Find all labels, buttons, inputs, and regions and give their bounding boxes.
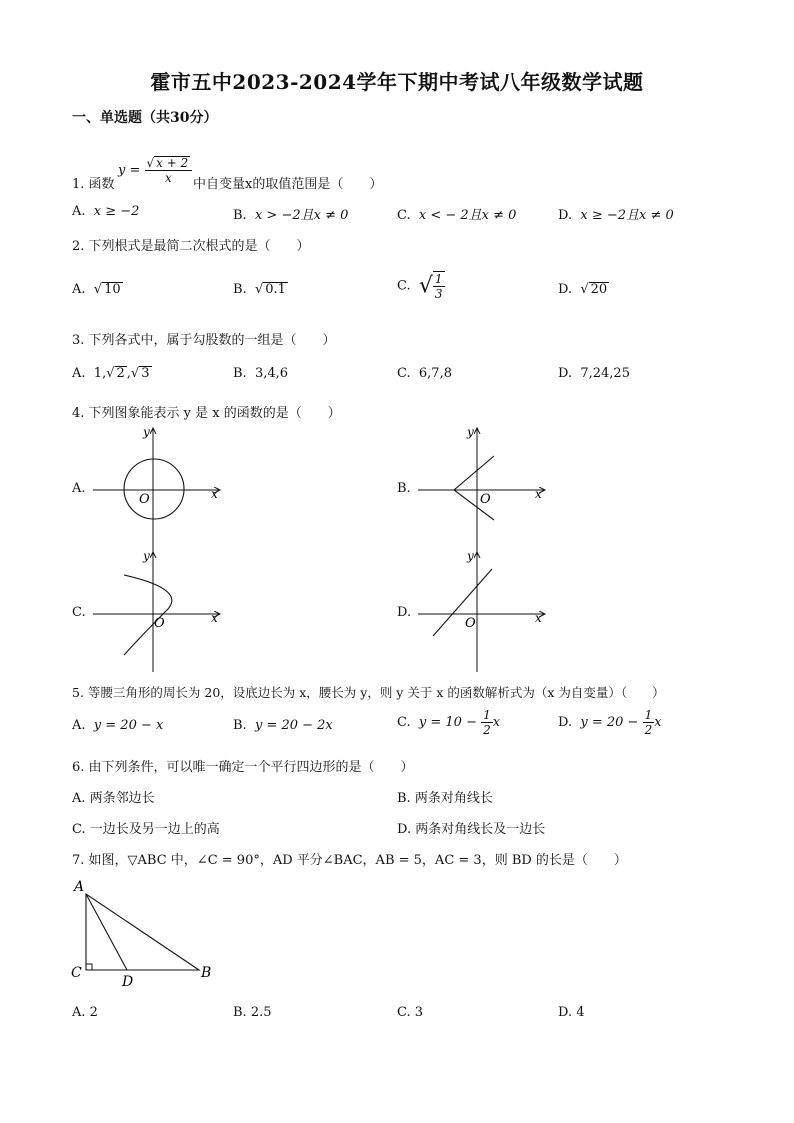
q6-option-a: A. 两条邻边长 [72,791,155,806]
q5-option-a: A. y = 20 − x [72,718,164,733]
q2-option-d: D. √ 20 [558,282,608,297]
q1-denominator: x [165,171,172,185]
q7-point-a: A [74,879,85,895]
q1-numerator: x + 2 [156,156,189,170]
q5-option-b: B. y = 20 − 2x [233,718,333,733]
q5-stem: 5. 等腰三角形的周长为 20，设底边长为 x，腰长为 y，则 y 关于 x 的函数解析式为（x 为自变量）（ ） [72,685,665,700]
graph-d-origin: O [465,616,476,631]
q7-option-a: A. 2 [72,1005,98,1020]
q7-option-c: C. 3 [397,1005,424,1020]
graph-c-curve [124,575,172,655]
q3-option-b: B. 3,4,6 [233,366,289,381]
q7-triangle-figure [71,879,211,990]
q4-stem: 4. 下列图象能表示 y 是 x 的函数的是（ ） [72,406,341,421]
q3-option-d: D. 7,24,25 [558,366,630,381]
q1-fraction: $\frac{√ x + 2}{x}$ [145,156,193,185]
graph-a-circle [124,459,184,519]
q2-option-b: B. √ 0.1 [233,282,286,297]
graph-d-y-label: y [467,549,474,563]
q7-point-d: D [122,974,134,990]
graph-d [418,549,545,672]
q3-stem: 3. 下列各式中，属于勾股数的一组是（ ） [72,333,336,348]
q4-label-c: C. [72,605,86,620]
graph-b [418,425,545,560]
section-heading: 一、单选题（共30分） [72,110,218,126]
q1-option-b: B. x > −2且x ≠ 0 [233,208,349,223]
q1-option-c: C. x < − 2且x ≠ 0 [397,208,517,223]
q2-stem: 2. 下列根式是最简二次根式的是（ ） [72,239,310,254]
q4-label-a: A. [72,481,86,496]
q6-option-b: B. 两条对角线长 [397,791,493,806]
q1-tail: 中自变量x的取值范围是（ ） [193,177,383,192]
q7-triangle [86,894,199,970]
q1-option-d: D. x ≥ −2且x ≠ 0 [558,208,674,223]
graph-c-origin: O [154,616,165,631]
graph-d-line [433,569,492,636]
q7-point-b: B [201,965,212,981]
page-title: 霍市五中2023-2024学年下期中考试八年级数学试题 [150,70,644,94]
q1-option-a: A. x ≥ −2 [72,204,140,219]
graph-b-y-label: y [467,425,474,439]
graph-b-curve [454,456,494,520]
q7-option-d: D. 4 [558,1005,585,1020]
graph-c [93,549,220,672]
q2-option-c: C. √ $\frac{1}{3}$ [397,272,443,301]
graph-b-x-label: x [535,487,542,501]
q6-option-c: C. 一边长及另一边上的高 [72,822,220,837]
q3-option-a: A. 1,√ 2 ,√ 3 [72,366,150,381]
q7-right-angle-mark [86,964,92,970]
q6-option-d: D. 两条对角线长及一边长 [397,822,546,837]
q5-option-c: C. y = 10 − $\frac{1}{2}$ x [397,708,501,737]
q7-bisector-ad [86,894,127,970]
q2-option-a: A. √ 10 [72,282,121,297]
graph-d-x-label: x [535,611,542,625]
q1-formula-lhs: y = [118,163,141,178]
graph-a [93,425,220,560]
graph-a-x-label: x [211,487,218,501]
graph-b-origin: O [480,492,491,507]
graph-a-origin: O [139,492,150,507]
q7-option-b: B. 2.5 [233,1005,272,1020]
graph-a-y-label: y [143,425,150,439]
q7-stem: 7. 如图，▽ABC 中，∠C = 90°，AD 平分∠BAC，AB = 5，AC = 3，则 BD 的长是（ ） [72,853,627,868]
q1-number: 1. 函数 [72,177,115,192]
q3-option-c: C. 6,7,8 [397,366,452,381]
q4-label-b: B. [397,481,411,496]
q5-option-d: D. y = 20 − $\frac{1}{2}$ x [558,708,662,737]
q7-point-c: C [71,965,82,981]
q4-label-d: D. [397,605,412,620]
q6-stem: 6. 由下列条件，可以唯一确定一个平行四边形的是（ ） [72,760,414,775]
graph-c-x-label: x [211,611,218,625]
graph-c-y-label: y [143,549,150,563]
